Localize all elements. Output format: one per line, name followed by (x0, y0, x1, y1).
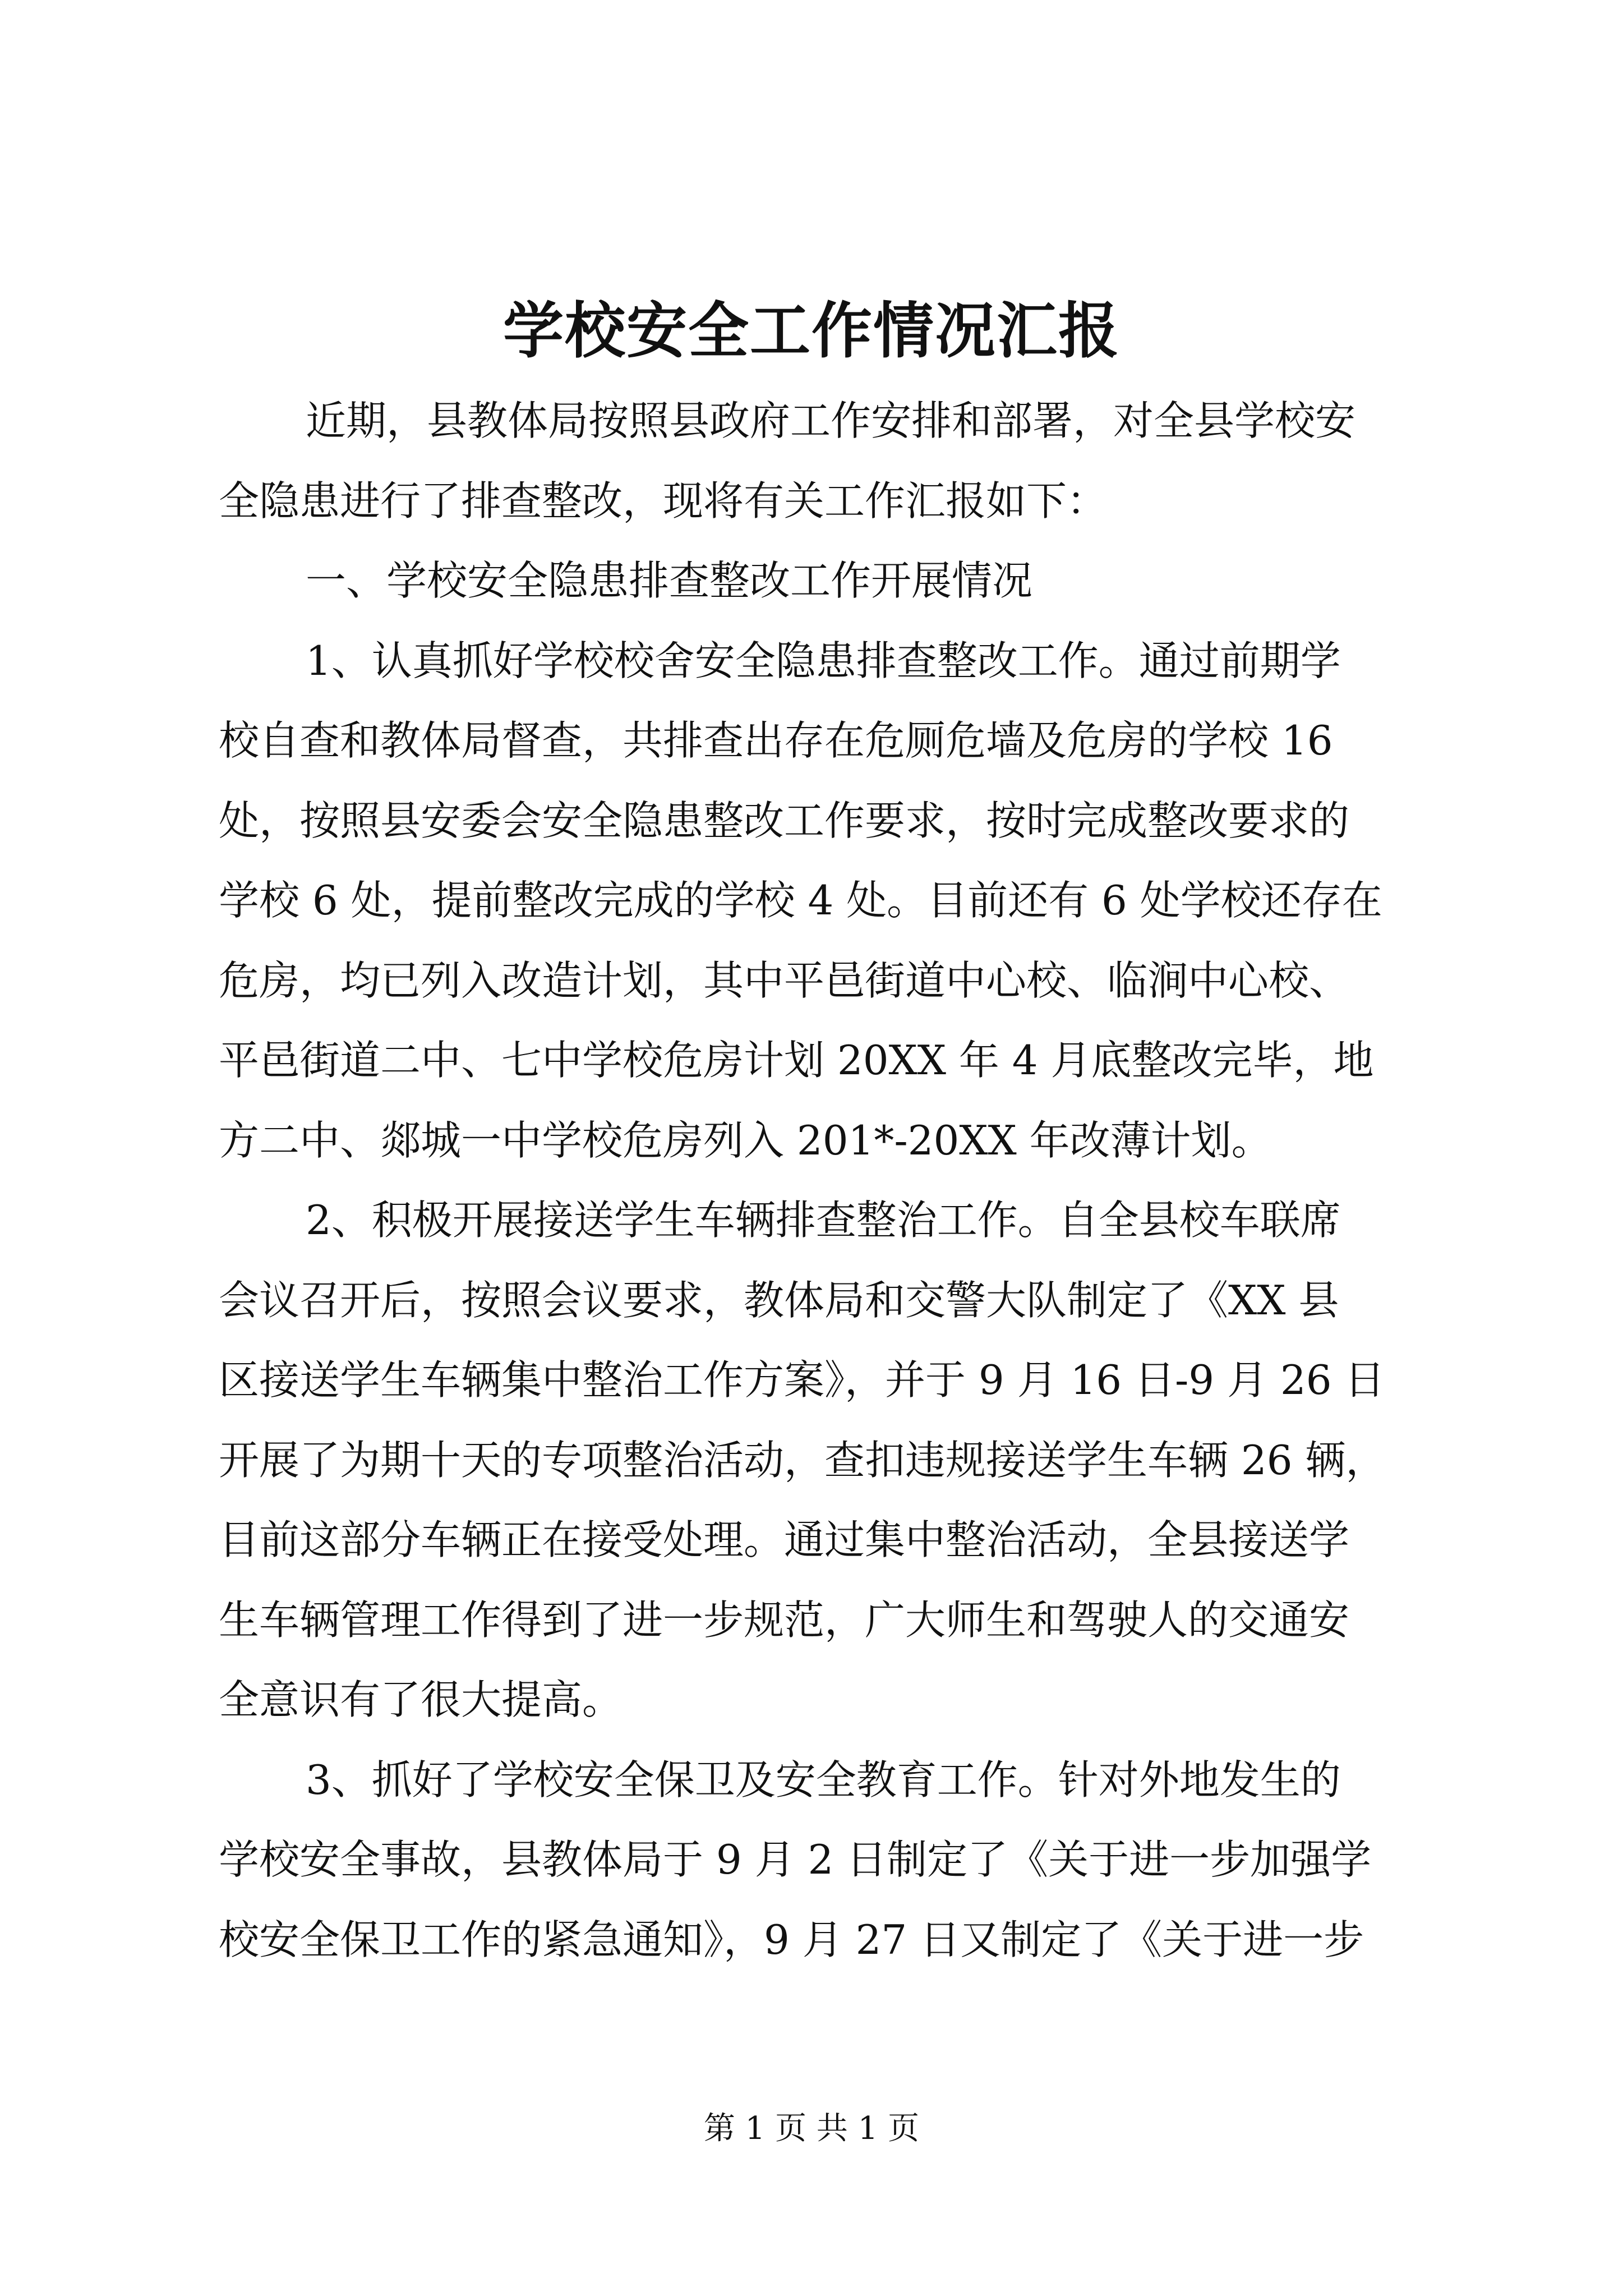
text-line: 学校 6 处，提前整改完成的学校 4 处。目前还有 6 处学校还存在 (219, 877, 1382, 924)
document-title: 学校安全工作情况汇报 (502, 296, 1120, 366)
text-line: 开展了为期十天的专项整治活动，查扣违规接送学生车辆 26 辆， (219, 1437, 1386, 1484)
text-line: 生车辆管理工作得到了进一步规范，广大师生和驾驶人的交通安 (219, 1596, 1350, 1644)
text-line: 1、认真抓好学校校舍安全隐患排查整改工作。通过前期学 (306, 637, 1341, 684)
text-line: 全隐患进行了排查整改，现将有关工作汇报如下： (219, 477, 1108, 524)
text-line: 目前这部分车辆正在接受处理。通过集中整治活动，全县接送学 (219, 1516, 1350, 1563)
text-line: 全意识有了很大提高。 (219, 1676, 623, 1723)
text-line: 近期，县教体局按照县政府工作安排和部署，对全县学校安 (306, 397, 1356, 444)
text-line: 区接送学生车辆集中整治工作方案》，并于 9 月 16 日-9 月 26 日 (219, 1356, 1385, 1404)
section-heading: 一、学校安全隐患排查整改工作开展情况 (306, 557, 1033, 604)
text-line: 平邑街道二中、七中学校危房计划 20XX 年 4 月底整改完毕，地 (219, 1037, 1374, 1084)
text-line: 危房，均已列入改造计划，其中平邑街道中心校、临涧中心校、 (219, 957, 1350, 1004)
text-line: 3、抓好了学校安全保卫及安全教育工作。针对外地发生的 (306, 1756, 1341, 1803)
text-line: 会议召开后，按照会议要求，教体局和交警大队制定了《XX 县 (219, 1277, 1339, 1324)
page-footer: 第 1 页 共 1 页 (703, 2110, 920, 2147)
text-line: 校安全保卫工作的紧急通知》，9 月 27 日又制定了《关于进一步 (219, 1916, 1364, 1963)
text-line: 方二中、郯城一中学校危房列入 201*-20XX 年改薄计划。 (219, 1117, 1272, 1164)
text-line: 处，按照县安委会安全隐患整改工作要求，按时完成整改要求的 (219, 797, 1350, 844)
text-line: 学校安全事故，县教体局于 9 月 2 日制定了《关于进一步加强学 (219, 1836, 1372, 1883)
text-line: 2、积极开展接送学生车辆排查整治工作。自全县校车联席 (306, 1197, 1341, 1244)
text-line: 校自查和教体局督查，共排查出存在危厕危墙及危房的学校 16 (219, 717, 1333, 764)
